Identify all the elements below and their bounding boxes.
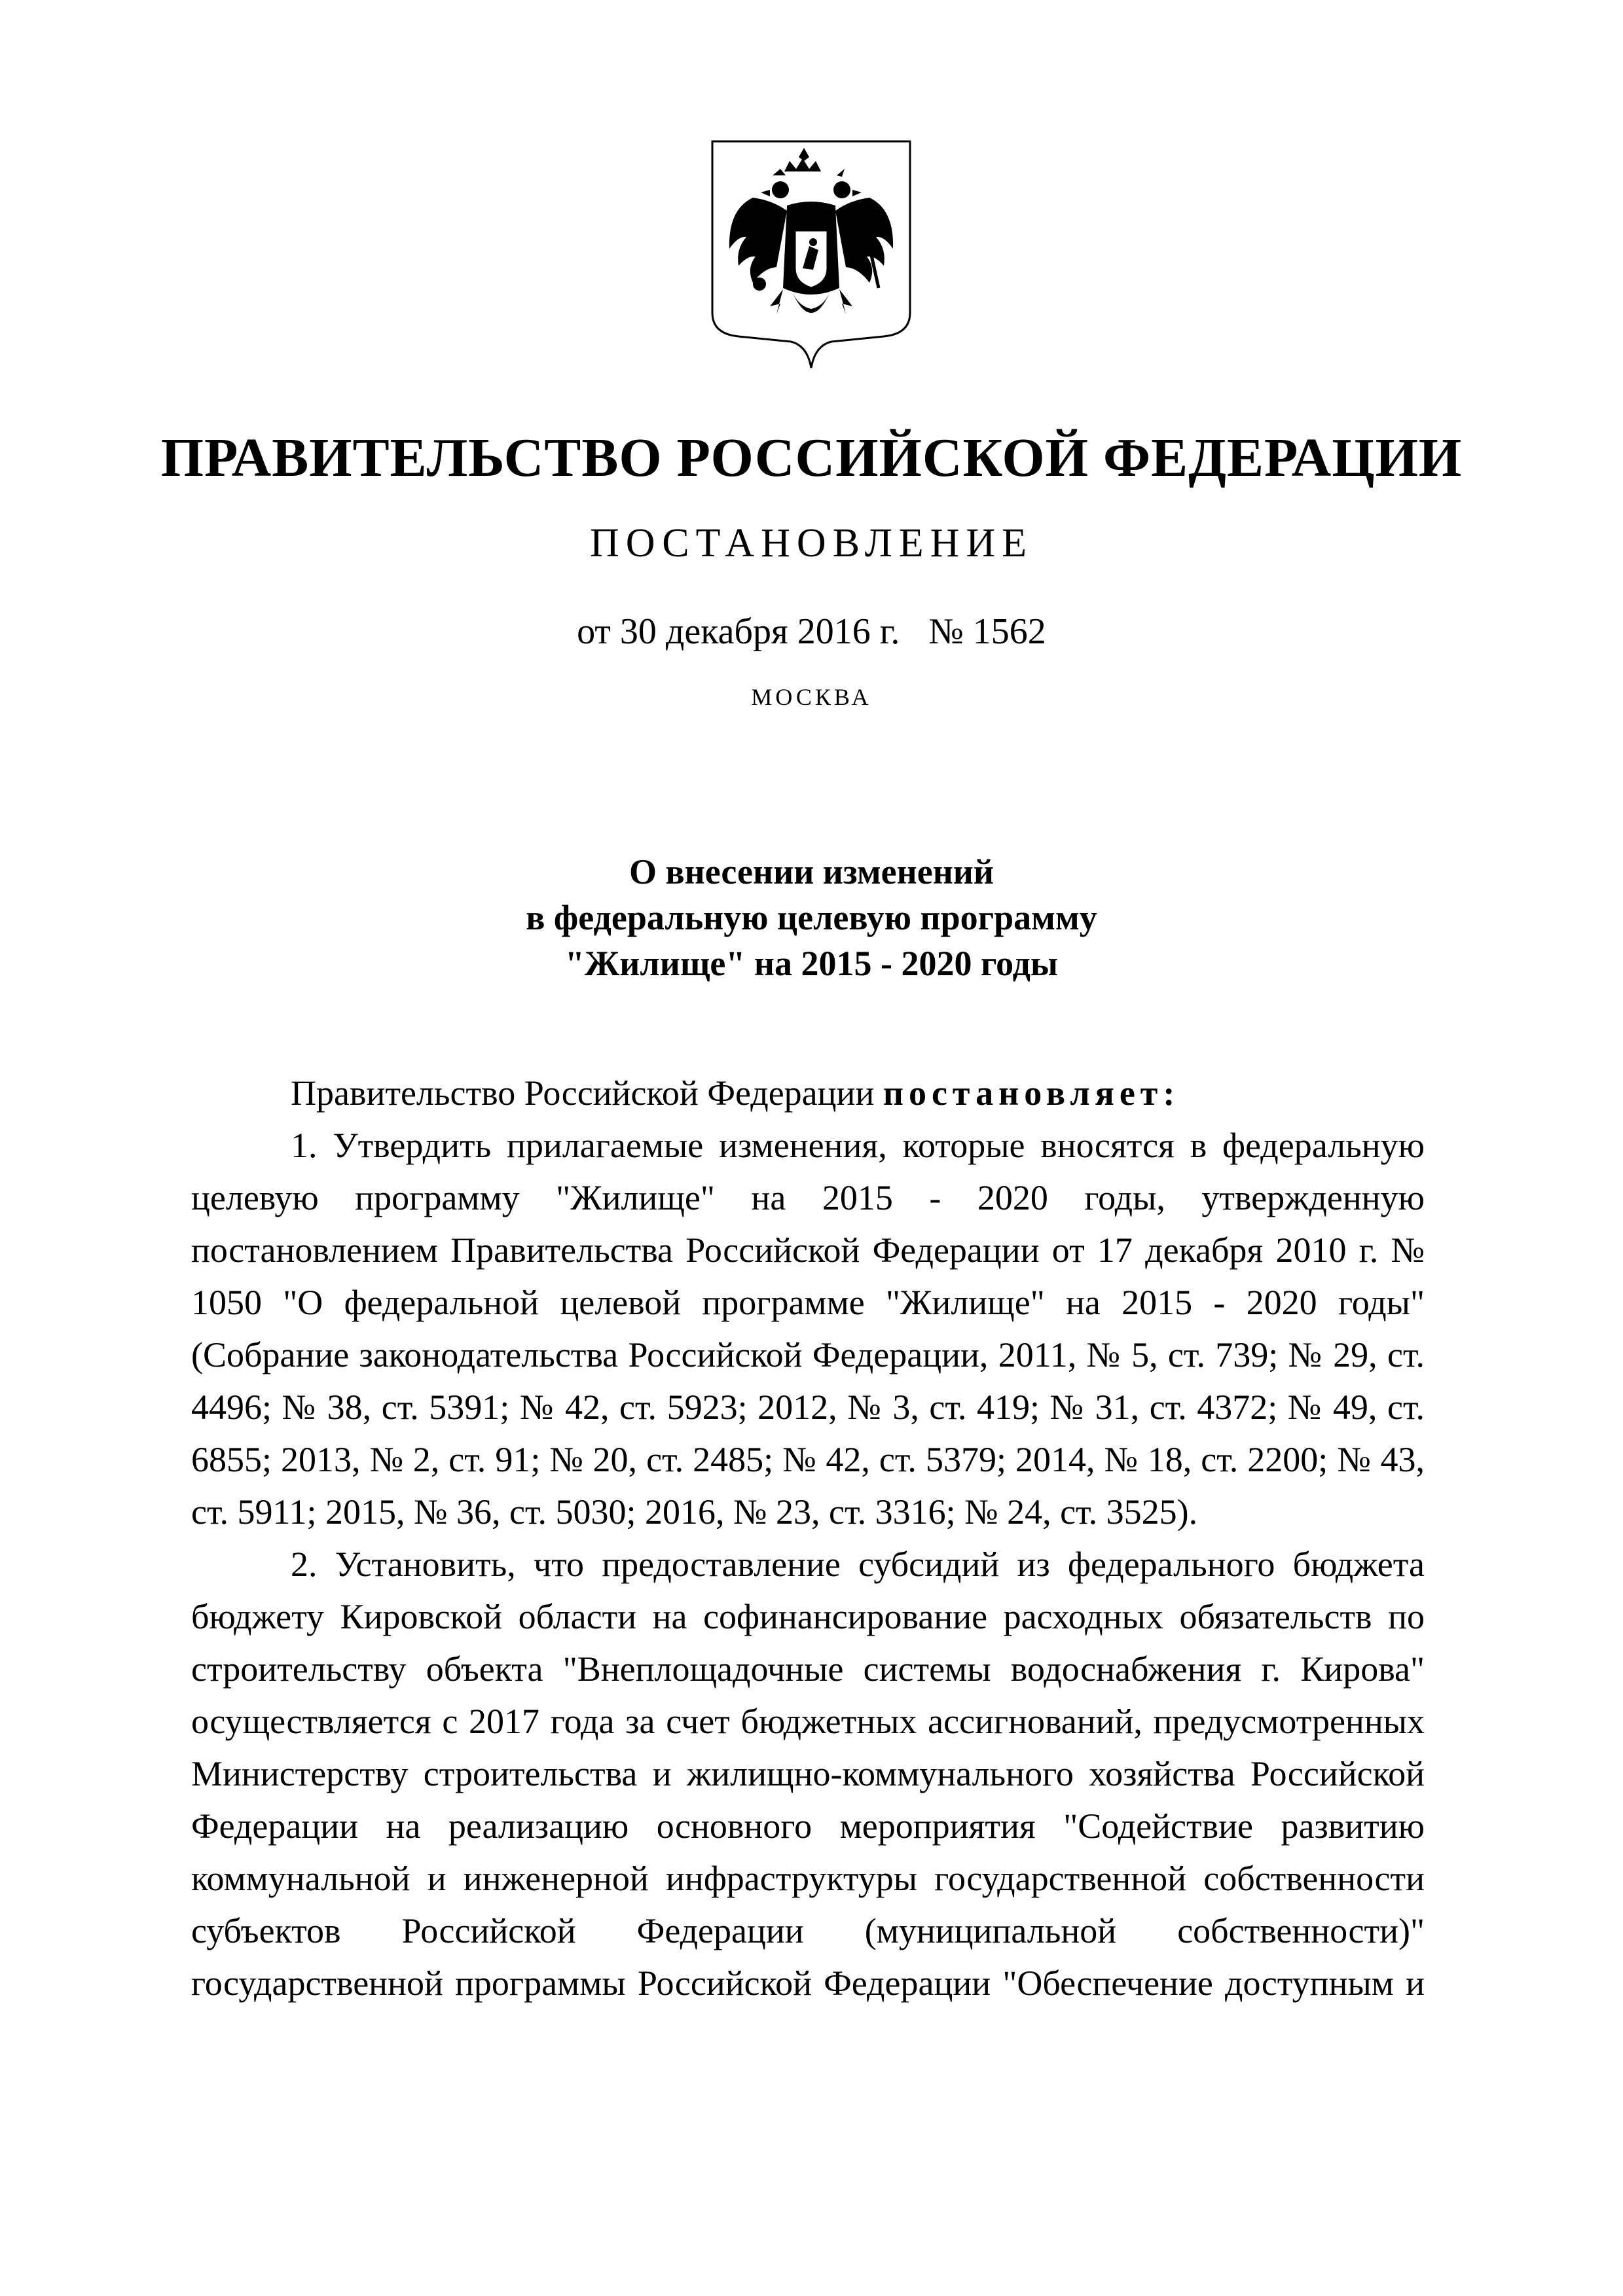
coat-of-arms-icon <box>707 137 915 373</box>
resolution-verb: постановляет: <box>883 1073 1180 1113</box>
document-date: от 30 декабря 2016 г. <box>577 611 900 652</box>
government-title: ПРАВИТЕЛЬСТВО РОССИЙСКОЙ ФЕДЕРАЦИИ <box>160 427 1463 488</box>
city: МОСКВА <box>751 684 872 710</box>
paragraph-1: 1. Утвердить прилагаемые изменения, которые вносятся в федеральную целевую программу "Жилище" на 2015 - 2020 годы, утвержденную постановлением Правительства Российской Федерации от 17 декабря 2010 г. № 1050 "О федеральной целевой программе "Жилище" на 2015 - 2020 годы" (Собрание законодательства Российской Федерации, 2011, № 5, ст. 739; № 29, ст. 4496; № 38, ст. 5391; № 42, ст. 5923; 2012, № 3, ст. 419; № 31, ст. 4372; № 49, ст. 6855; 2013, № 2, ст. 91; № 20, ст. 2485; № 42, ст. 5379; 2014, № 18, ст. 2200; № 43, ст. 5911; 2015, № 36, ст. 5030; 2016, № 23, ст. 3316; № 24, ст. 3525). <box>191 1126 1425 1532</box>
document-body <box>191 1067 1425 2009</box>
date-and-number <box>0 609 1623 655</box>
document-number: № 1562 <box>928 611 1046 652</box>
subject-line: в федеральную целевую программу <box>526 898 1097 937</box>
subject-line: О внесении изменений <box>629 852 994 891</box>
document-subject <box>0 849 1623 986</box>
intro-text: Правительство Российской Федерации <box>291 1073 875 1113</box>
subject-line: "Жилище" на 2015 - 2020 годы <box>564 944 1059 983</box>
intro-paragraph <box>191 1067 1425 1119</box>
document-type: ПОСТАНОВЛЕНИЕ <box>589 521 1034 565</box>
paragraph-2: 2. Установить, что предоставление субсидий из федерального бюджета бюджету Кировской области на софинансирование расходных обязательств по строительству объекта "Внеплощадочные системы водоснабжения г. Кирова" осуществляется с 2017 года за счет бюджетных ассигнований, предусмотренных Министерству строительства и жилищно-коммунального хозяйства Российской Федерации на реализацию основного мероприятия "Содействие развитию коммунальной и инженерной инфраструктуры государственной собственности субъектов Российской Федерации (муниципальной собственности)" государственной программы Российской Федерации "Обеспечение доступным и <box>191 1545 1425 2003</box>
